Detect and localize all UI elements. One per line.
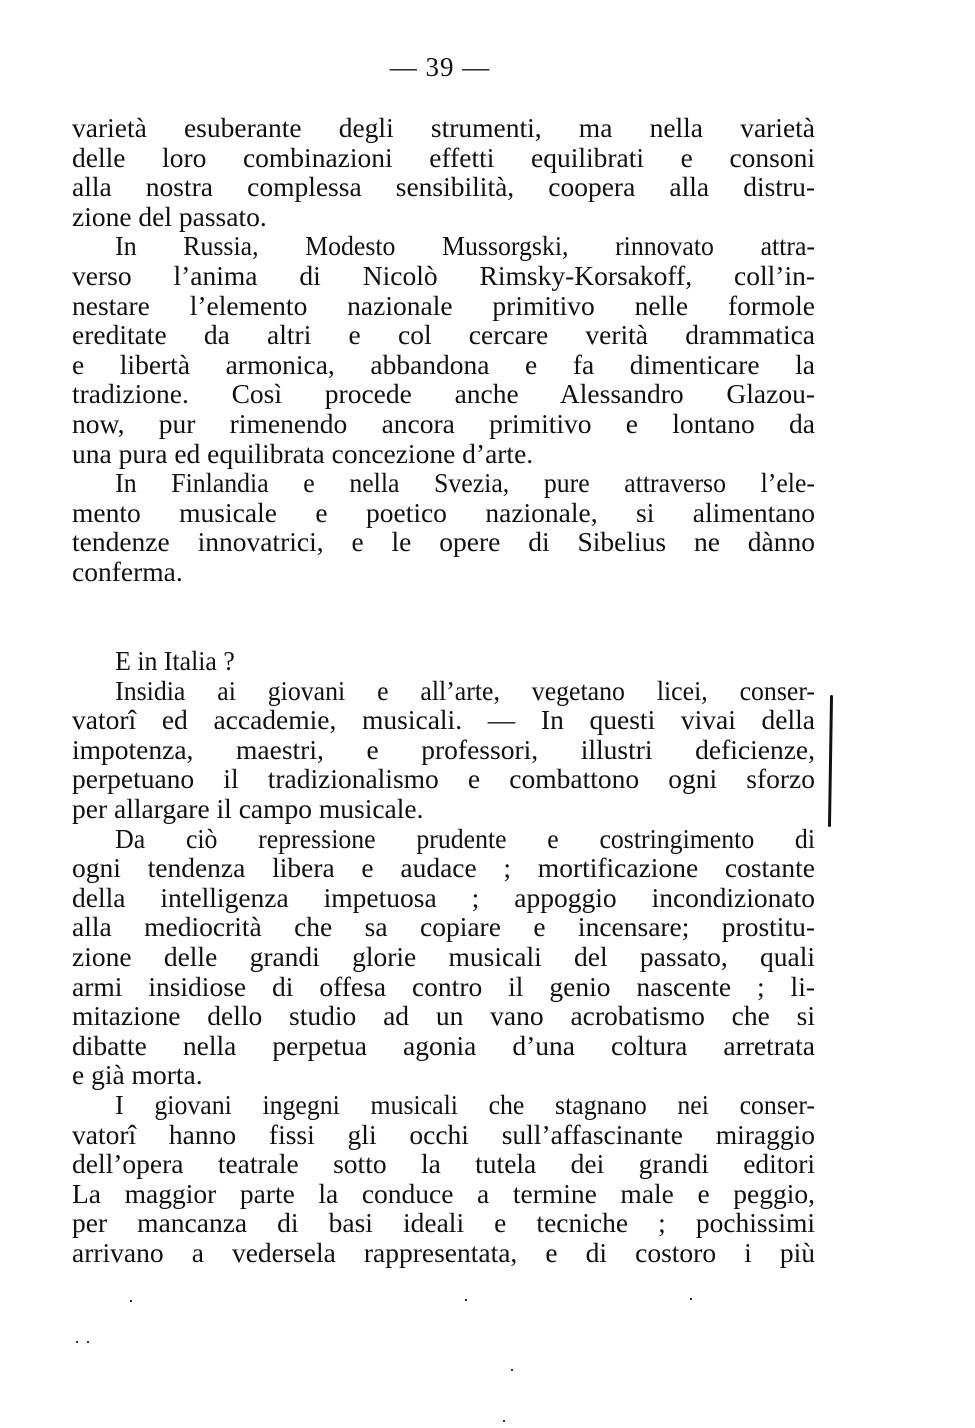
paragraph — [72, 231, 815, 468]
scan-speck — [76, 1341, 78, 1343]
paragraph — [72, 676, 815, 824]
text-line: ereditate da altri e col cercare verità drammatica — [72, 319, 815, 351]
text-line: ogni tendenza libera e audace ; mortificazione costante — [72, 852, 815, 884]
text-line: arrivano a vedersela rappresentata, e di costoro i più — [72, 1236, 815, 1268]
text-line: della intelligenza impetuosa ; appoggio incondizionato — [72, 881, 815, 913]
text-line: nestare l’elemento nazionale primitivo nelle formole — [72, 289, 815, 321]
text-line: una pura ed equilibrata concezione d’arte. — [72, 437, 534, 469]
text-block-lower — [72, 646, 815, 1267]
text-line: e già morta. — [72, 1059, 203, 1091]
text-block-upper — [72, 113, 815, 587]
text-line: I giovani ingegni musicali che stagnano nei conser- — [115, 1088, 815, 1120]
paragraph — [72, 824, 815, 1090]
text-line: In Finlandia e nella Svezia, pure attraverso l’ele- — [115, 467, 815, 499]
text-line: tendenze innovatrici, e le opere di Sibelius ne dànno — [72, 526, 815, 558]
scan-speck — [130, 1300, 132, 1302]
text-line: dibatte nella perpetua agonia d’una coltura arretrata — [72, 1029, 815, 1061]
text-line: e libertà armonica, abbandona e fa dimenticare la — [72, 348, 815, 380]
text-line: per allargare il campo musicale. — [72, 792, 424, 824]
text-line: perpetuano il tradizionalismo e combattono ogni sforzo — [72, 763, 815, 795]
page-number: — 39 — — [389, 52, 491, 82]
paragraph — [72, 1090, 815, 1268]
text-line: In Russia, Modesto Mussorgski, rinnovato attra- — [115, 230, 815, 262]
scan-speck — [511, 1369, 513, 1371]
text-line: Insidia ai giovani e all’arte, vegetano licei, conser- — [115, 674, 815, 706]
text-line: impotenza, maestri, e professori, illustri deficienze, — [72, 733, 815, 765]
paragraph — [72, 468, 815, 586]
text-line: conferma. — [72, 555, 183, 587]
paragraph — [72, 113, 815, 231]
text-line: tradizione. Così procede anche Alessandro Glazou- — [72, 378, 815, 410]
text-line: zione del passato. — [72, 200, 267, 232]
section-heading: E in Italia ? — [115, 645, 235, 676]
text-line: now, pur rimenendo ancora primitivo e lontano da — [72, 407, 815, 439]
text-line: delle loro combinazioni effetti equilibrati e consoni — [72, 141, 815, 173]
text-line: vatorî hanno fissi gli occhi sull’affascinante miraggio — [72, 1118, 815, 1150]
margin-annotation-line — [828, 695, 833, 827]
text-line: varietà esuberante degli strumenti, ma nella varietà — [72, 112, 815, 143]
text-line: mento musicale e poetico nazionale, si alimentano — [72, 496, 815, 528]
text-line: alla nostra complessa sensibilità, coopera alla distru- — [72, 171, 815, 203]
scan-speck — [87, 1341, 89, 1343]
text-line: vatorî ed accademie, musicali. — In questi vivai della — [72, 704, 815, 736]
text-line: Da ciò repressione prudente e costringimento di — [115, 822, 815, 854]
text-line: La maggior parte la conduce a termine male e peggio, — [72, 1177, 815, 1209]
scan-speck — [690, 1298, 692, 1300]
text-line: per mancanza di basi ideali e tecniche ; pochissimi — [72, 1207, 815, 1239]
text-line: alla mediocrità che sa copiare e incensare; prostitu- — [72, 911, 815, 943]
text-line: dell’opera teatrale sotto la tutela dei grandi editori — [72, 1148, 815, 1180]
text-line: verso l’anima di Nicolò Rimsky-Korsakoff, coll’in- — [72, 259, 815, 291]
text-line: zione delle grandi glorie musicali del passato, quali — [72, 940, 815, 972]
scan-speck — [465, 1299, 467, 1301]
text-line: armi insidiose di offesa contro il genio nascente ; li- — [72, 970, 815, 1002]
text-line: mitazione dello studio ad un vano acrobatismo che si — [72, 1000, 815, 1032]
scan-speck — [503, 1420, 505, 1422]
